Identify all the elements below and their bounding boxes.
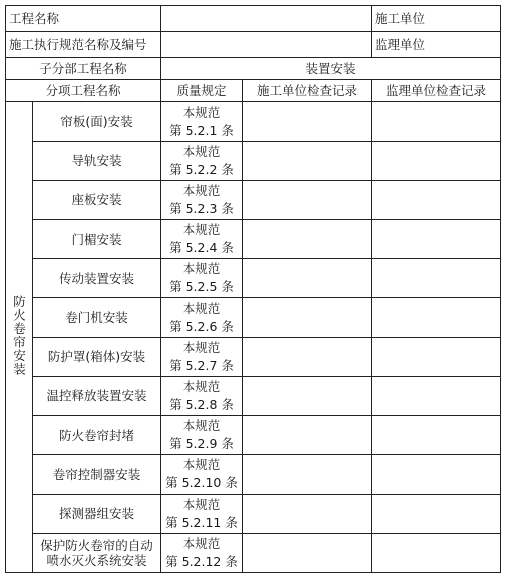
table-row: [6, 259, 501, 298]
supervisor-record-cell[interactable]: [372, 220, 501, 259]
subdivision-value: 装置安装: [161, 58, 501, 80]
table-row: [6, 220, 501, 259]
group-label-cell: [6, 102, 33, 573]
supervisor-record-cell[interactable]: [372, 141, 501, 180]
constructor-record-cell[interactable]: [243, 416, 372, 455]
table-row: [6, 376, 501, 415]
table-row: [6, 455, 501, 494]
supervisor-record-cell[interactable]: [372, 494, 501, 533]
inspection-record-sheet: [5, 5, 500, 573]
project-row: [6, 6, 501, 32]
item-name: 导轨安装: [33, 141, 161, 180]
item-clause: 本规范 第 5.2.9 条: [161, 416, 243, 455]
constructor-record-cell[interactable]: [243, 259, 372, 298]
inspection-table: [5, 5, 501, 573]
column-header-row: [6, 80, 501, 102]
table-row: [6, 180, 501, 219]
standard-row: [6, 32, 501, 58]
supervisor-record-cell[interactable]: [372, 533, 501, 572]
subdivision-row: [6, 58, 501, 80]
item-clause: 本规范 第 5.2.8 条: [161, 376, 243, 415]
supervisor-label: 监理单位: [372, 32, 501, 58]
column-header-constructor-record: 施工单位检查记录: [243, 80, 372, 102]
item-name: 座板安装: [33, 180, 161, 219]
item-clause: 本规范 第 5.2.5 条: [161, 259, 243, 298]
table-row: [6, 298, 501, 337]
item-clause: 本规范 第 5.2.11 条: [161, 494, 243, 533]
supervisor-record-cell[interactable]: [372, 337, 501, 376]
table-row: [6, 494, 501, 533]
supervisor-record-cell[interactable]: [372, 102, 501, 141]
subdivision-label: 子分部工程名称: [6, 58, 161, 80]
table-row: [6, 102, 501, 141]
item-name: 温控释放装置安装: [33, 376, 161, 415]
column-header-item: 分项工程名称: [6, 80, 161, 102]
column-header-quality: 质量规定: [161, 80, 243, 102]
item-clause: 本规范 第 5.2.2 条: [161, 141, 243, 180]
supervisor-record-cell[interactable]: [372, 259, 501, 298]
constructor-record-cell[interactable]: [243, 376, 372, 415]
column-header-supervisor-record: 监理单位检查记录: [372, 80, 501, 102]
item-clause: 本规范 第 5.2.1 条: [161, 102, 243, 141]
standard-value[interactable]: [161, 32, 372, 58]
project-name-value[interactable]: [161, 6, 372, 32]
table-row: [6, 416, 501, 455]
item-name: 卷门机安装: [33, 298, 161, 337]
supervisor-record-cell[interactable]: [372, 376, 501, 415]
item-clause: 本规范 第 5.2.4 条: [161, 220, 243, 259]
constructor-record-cell[interactable]: [243, 494, 372, 533]
table-row: [6, 533, 501, 572]
supervisor-record-cell[interactable]: [372, 455, 501, 494]
table-row: [6, 337, 501, 376]
item-name: 防护罩(箱体)安装: [33, 337, 161, 376]
item-clause: 本规范 第 5.2.12 条: [161, 533, 243, 572]
item-clause: 本规范 第 5.2.7 条: [161, 337, 243, 376]
constructor-record-cell[interactable]: [243, 180, 372, 219]
item-clause: 本规范 第 5.2.6 条: [161, 298, 243, 337]
item-name: 帘板(面)安装: [33, 102, 161, 141]
item-name: 探测器组安装: [33, 494, 161, 533]
item-name: 门楣安装: [33, 220, 161, 259]
item-name: 防火卷帘封堵: [33, 416, 161, 455]
constructor-record-cell[interactable]: [243, 337, 372, 376]
item-clause: 本规范 第 5.2.10 条: [161, 455, 243, 494]
supervisor-record-cell[interactable]: [372, 416, 501, 455]
standard-label: 施工执行规范名称及编号: [6, 32, 161, 58]
constructor-record-cell[interactable]: [243, 102, 372, 141]
constructor-record-cell[interactable]: [243, 533, 372, 572]
constructor-record-cell[interactable]: [243, 220, 372, 259]
supervisor-record-cell[interactable]: [372, 298, 501, 337]
constructor-record-cell[interactable]: [243, 141, 372, 180]
item-clause: 本规范 第 5.2.3 条: [161, 180, 243, 219]
constructor-label: 施工单位: [372, 6, 501, 32]
supervisor-record-cell[interactable]: [372, 180, 501, 219]
project-name-label: 工程名称: [6, 6, 161, 32]
group-label: 防火卷帘安装: [11, 295, 27, 377]
item-name: 保护防火卷帘的自动喷水灭火系统安装: [33, 533, 161, 572]
constructor-record-cell[interactable]: [243, 455, 372, 494]
table-row: [6, 141, 501, 180]
item-name: 卷帘控制器安装: [33, 455, 161, 494]
item-name: 传动装置安装: [33, 259, 161, 298]
constructor-record-cell[interactable]: [243, 298, 372, 337]
